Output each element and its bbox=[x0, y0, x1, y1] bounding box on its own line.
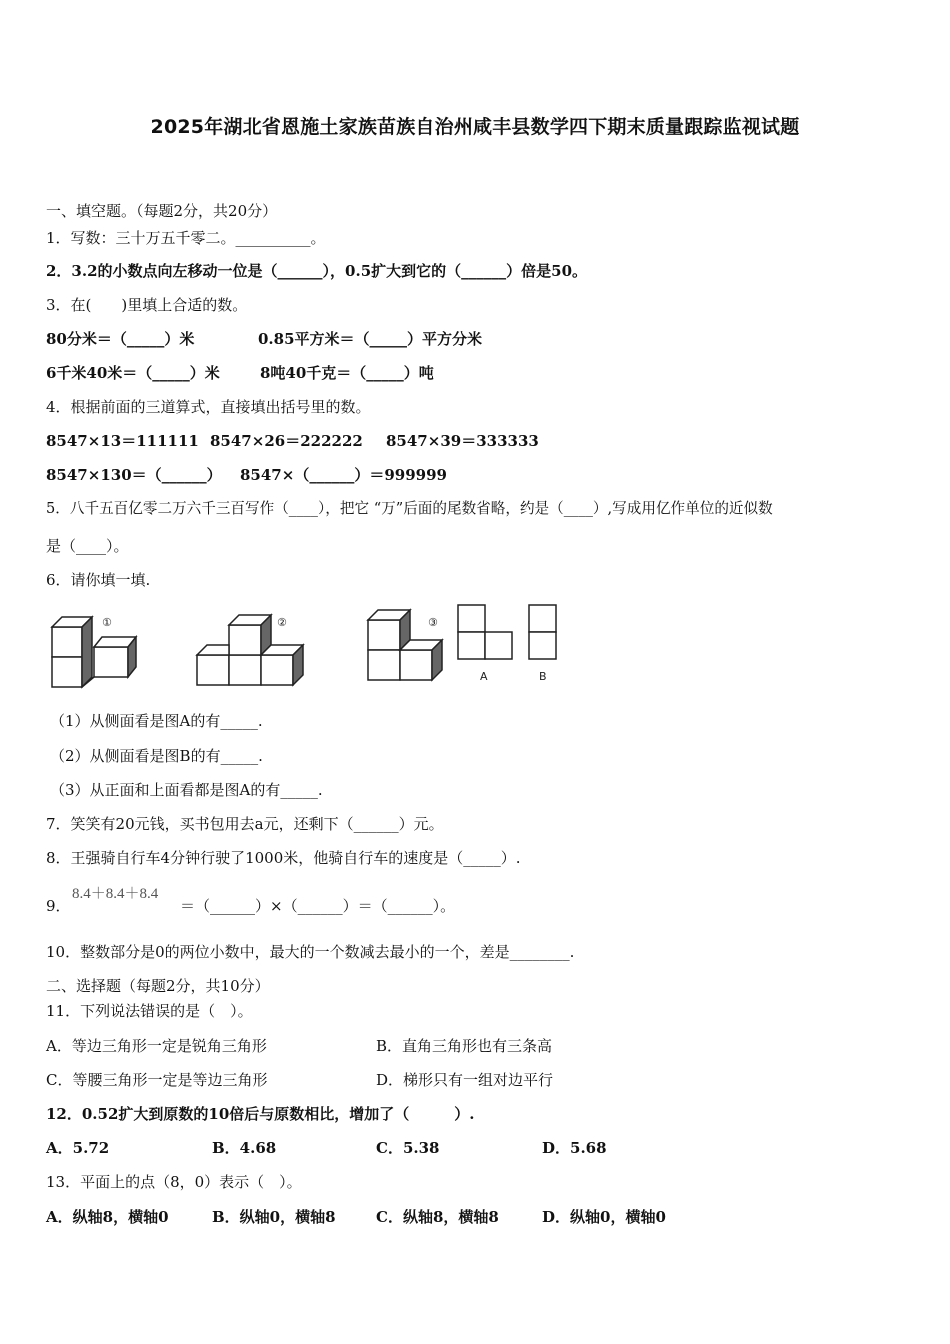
cube-arrangement-2 bbox=[197, 615, 303, 685]
question-4-blank-a: 8547×130＝（______） bbox=[46, 466, 222, 484]
section-heading-choice: 二、选择题（每题2分，共10分） bbox=[46, 977, 270, 995]
view-b bbox=[529, 605, 556, 659]
question-5-line2: 是（____）。 bbox=[46, 537, 129, 555]
question-9-expression: 8.4＋8.4＋8.4 bbox=[72, 886, 159, 902]
question-13-option-b: B．纵轴0，横轴8 bbox=[212, 1208, 336, 1226]
question-13-option-a: A．纵轴8，横轴0 bbox=[46, 1208, 169, 1226]
question-4-eq-c: 8547×39＝333333 bbox=[386, 432, 539, 450]
question-6: 6．请你填一填. bbox=[46, 571, 151, 589]
question-12-option-b: B．4.68 bbox=[212, 1139, 277, 1157]
figure-label-3: ③ bbox=[428, 616, 438, 629]
question-4-eq-a: 8547×13＝111111 bbox=[46, 432, 199, 450]
question-4: 4．根据前面的三道算式，直接填出括号里的数。 bbox=[46, 398, 371, 416]
question-8: 8．王强骑自行车4分钟行驶了1000米，他骑自行车的速度是（_____）. bbox=[46, 849, 521, 867]
cube-arrangement-1 bbox=[52, 617, 136, 687]
question-2: 2．3.2的小数点向左移动一位是（______），0.5扩大到它的（______）倍是50。 bbox=[46, 262, 588, 280]
question-13: 13．平面上的点（8，0）表示（ ）。 bbox=[46, 1173, 302, 1191]
question-4-blank-b: 8547×（______）＝999999 bbox=[240, 466, 447, 484]
question-12-option-d: D．5.68 bbox=[542, 1139, 607, 1157]
question-11: 11．下列说法错误的是（ ）。 bbox=[46, 1002, 253, 1020]
question-11-option-d: D．梯形只有一组对边平行 bbox=[376, 1071, 554, 1089]
question-3-item-b: 0.85平方米＝（_____）平方分米 bbox=[258, 330, 483, 348]
figure-label-1: ① bbox=[102, 616, 112, 629]
question-12-option-a: A．5.72 bbox=[46, 1139, 110, 1157]
question-9-number: 9． bbox=[46, 897, 71, 915]
question-9-answer: ＝（______）×（______）＝（______）。 bbox=[180, 897, 456, 915]
view-a bbox=[458, 605, 512, 659]
question-13-option-d: D．纵轴0，横轴0 bbox=[542, 1208, 666, 1226]
question-11-option-a: A．等边三角形一定是锐角三角形 bbox=[46, 1037, 267, 1055]
question-7: 7．笑笑有20元钱，买书包用去a元，还剩下（______）元。 bbox=[46, 815, 444, 833]
question-5-line1: 5．八千五百亿零二万六千三百写作（____），把它 “万”后面的尾数省略，约是（____）,写成用亿作单位的近似数 bbox=[46, 500, 773, 517]
question-1: 1．写数：三十万五千零二。__________。 bbox=[46, 229, 326, 247]
question-6-part-3: （3）从正面和上面看都是图A的有_____. bbox=[50, 781, 323, 799]
page-title: 2025年湖北省恩施土家族苗族自治州咸丰县数学四下期末质量跟踪监视试题 bbox=[150, 116, 800, 138]
question-13-option-c: C．纵轴8，横轴8 bbox=[376, 1208, 499, 1226]
question-3-item-c: 6千米40米＝（_____）米 bbox=[46, 364, 220, 382]
question-3: 3．在( )里填上合适的数。 bbox=[46, 296, 248, 314]
question-11-option-b: B．直角三角形也有三条高 bbox=[376, 1037, 553, 1055]
view-label-b: B bbox=[539, 670, 547, 683]
question-12: 12．0.52扩大到原数的10倍后与原数相比，增加了（ ）. bbox=[46, 1105, 475, 1123]
figure-label-2: ② bbox=[277, 616, 287, 629]
question-4-eq-b: 8547×26＝222222 bbox=[210, 432, 363, 450]
question-12-option-c: C．5.38 bbox=[376, 1139, 440, 1157]
section-heading-fill: 一、填空题。（每题2分，共20分） bbox=[46, 202, 278, 220]
question-10: 10．整数部分是0的两位小数中，最大的一个数减去最小的一个，差是________. bbox=[46, 943, 575, 961]
cube-figure bbox=[40, 600, 580, 695]
question-11-option-c: C．等腰三角形一定是等边三角形 bbox=[46, 1071, 268, 1089]
question-3-item-a: 80分米＝（_____）米 bbox=[46, 330, 195, 348]
view-label-a: A bbox=[480, 670, 488, 683]
question-3-item-d: 8吨40千克＝（_____）吨 bbox=[260, 364, 434, 382]
question-6-part-1: （1）从侧面看是图A的有_____. bbox=[50, 712, 263, 730]
question-6-part-2: （2）从侧面看是图B的有_____. bbox=[50, 747, 263, 765]
